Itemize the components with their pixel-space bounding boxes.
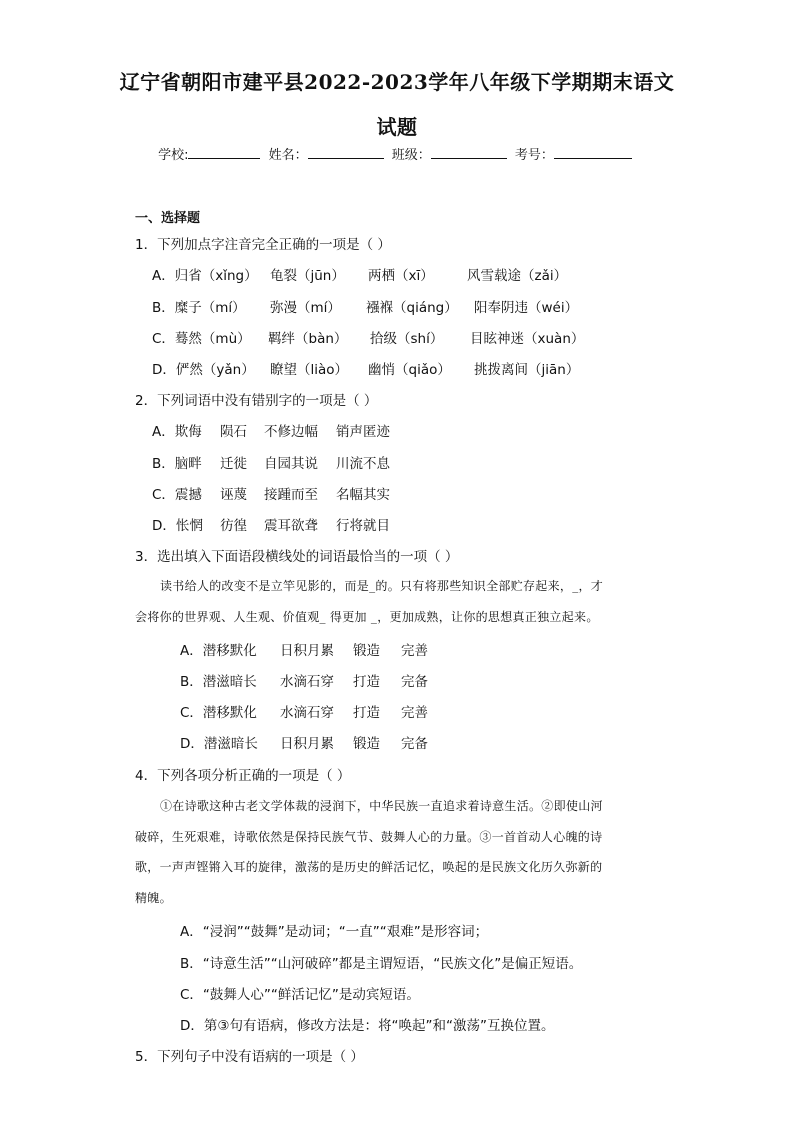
question-4-option-d[interactable]: D．第③句有语病，修改方法是：将“唤起”和“激荡”互换位置。 bbox=[180, 1018, 555, 1034]
option-item: 彷徨 bbox=[220, 518, 247, 534]
question-4-stem: 4．下列各项分析正确的一项是（ ） bbox=[135, 768, 351, 784]
option-item: A．欺侮 bbox=[152, 424, 202, 440]
option-item: 陨石 bbox=[220, 424, 247, 440]
question-4-passage-line: 歌，一声声铿锵入耳的旋律，激荡的是历史的鲜活记忆，唤起的是民族文化历久弥新的 bbox=[135, 860, 603, 874]
exam-number-blank[interactable] bbox=[554, 144, 632, 159]
question-3-option-a[interactable] bbox=[180, 639, 428, 659]
question-3-stem: 3．选出填入下面语段横线处的词语最恰当的一项（ ） bbox=[135, 549, 459, 565]
name-label: 姓名： bbox=[268, 148, 308, 163]
option-item: 弥漫（mí） bbox=[270, 300, 341, 316]
option-item: D．潜滋暗长 bbox=[180, 736, 258, 752]
question-1-option-a[interactable] bbox=[152, 264, 567, 284]
option-item: 拾级（shí） bbox=[370, 331, 444, 347]
option-item: D．怅惘 bbox=[152, 518, 203, 534]
option-item: B．脑畔 bbox=[152, 456, 202, 472]
option-item: 日积月累 bbox=[280, 736, 334, 752]
option-item: C．潜移默化 bbox=[180, 705, 257, 721]
option-item: 挑拨离间（jiān） bbox=[474, 362, 580, 378]
option-item: 打造 bbox=[353, 674, 380, 690]
option-item: 接踵而至 bbox=[264, 487, 318, 503]
class-blank[interactable] bbox=[431, 144, 507, 159]
option-item: 羁绊（bàn） bbox=[268, 331, 348, 347]
option-item: 瞭望（liào） bbox=[270, 362, 349, 378]
option-item: B．潜滋暗长 bbox=[180, 674, 257, 690]
option-item: 迁徙 bbox=[220, 456, 247, 472]
option-item: D．俨然（yǎn） bbox=[152, 362, 255, 378]
option-item: C．震撼 bbox=[152, 487, 202, 503]
question-4-option-b[interactable]: B．“诗意生活”“山河破碎”都是主谓短语，“民族文化”是偏正短语。 bbox=[180, 956, 583, 972]
option-item: 龟裂（jūn） bbox=[270, 268, 345, 284]
question-2-option-a[interactable] bbox=[152, 420, 390, 440]
option-item: 完备 bbox=[401, 674, 428, 690]
option-item: 锻造 bbox=[353, 643, 380, 659]
question-1-option-c[interactable] bbox=[152, 327, 584, 347]
class-label: 班级： bbox=[391, 148, 431, 163]
question-2-stem: 2．下列词语中没有错别字的一项是（ ） bbox=[135, 393, 378, 409]
option-item: 风雪载途（zǎi） bbox=[467, 268, 568, 284]
question-4-passage-line: 破碎，生死艰难，诗歌依然是保持民族气节、鼓舞人心的力量。③一首首动人心魄的诗 bbox=[135, 830, 603, 844]
question-3-option-c[interactable] bbox=[180, 701, 428, 721]
question-1-option-d[interactable] bbox=[152, 358, 579, 378]
question-3-option-b[interactable] bbox=[180, 670, 428, 690]
option-item: B．糜子（mí） bbox=[152, 300, 246, 316]
question-5-stem: 5．下列句子中没有语病的一项是（ ） bbox=[135, 1049, 364, 1065]
exam-title-line1: 辽宁省朝阳市建平县2022-2023学年八年级下学期期末语文 bbox=[119, 70, 675, 94]
question-4-passage-line: ①在诗歌这种古老文学体裁的浸润下，中华民族一直追求着诗意生活。②即使山河 bbox=[160, 799, 603, 813]
question-3-passage-line: 读书给人的改变不是立竿见影的，而是_的。只有将那些知识全部贮存起来，_，才 bbox=[160, 579, 604, 593]
question-4-option-a[interactable]: A．“浸润”“鼓舞”是动词；“一直”“艰难”是形容词； bbox=[180, 924, 489, 940]
option-item: 目眩神迷（xuàn） bbox=[470, 331, 585, 347]
student-info-row bbox=[0, 144, 794, 163]
option-item: 两栖（xī） bbox=[368, 268, 434, 284]
name-blank[interactable] bbox=[308, 144, 384, 159]
option-item: 完备 bbox=[401, 736, 428, 752]
question-2-option-c[interactable] bbox=[152, 483, 390, 503]
question-1-option-b[interactable] bbox=[152, 296, 578, 316]
option-item: 水滴石穿 bbox=[280, 674, 334, 690]
question-2-option-d[interactable] bbox=[152, 514, 390, 534]
exam-title-line2: 试题 bbox=[376, 115, 418, 139]
option-item: 日积月累 bbox=[280, 643, 334, 659]
option-item: A．潜移默化 bbox=[180, 643, 257, 659]
option-item: 不修边幅 bbox=[264, 424, 318, 440]
option-item: 幽悄（qiǎo） bbox=[368, 362, 451, 378]
question-4-passage-line: 精魄。 bbox=[135, 891, 172, 905]
option-item: A．归省（xǐng） bbox=[152, 268, 258, 284]
option-item: 诬蔑 bbox=[220, 487, 247, 503]
option-item: 襁褓（qiáng） bbox=[366, 300, 458, 316]
option-item: 川流不息 bbox=[336, 456, 390, 472]
section-heading: 一、选择题 bbox=[135, 211, 201, 226]
option-item: 完善 bbox=[401, 643, 428, 659]
option-item: 打造 bbox=[353, 705, 380, 721]
option-item: 销声匿迹 bbox=[336, 424, 390, 440]
school-blank[interactable] bbox=[188, 144, 260, 159]
option-item: 水滴石穿 bbox=[280, 705, 334, 721]
option-item: 锻造 bbox=[353, 736, 380, 752]
option-item: 自园其说 bbox=[264, 456, 318, 472]
option-item: 阳奉阴违（wéi） bbox=[474, 300, 579, 316]
option-item: C．蓦然（mù） bbox=[152, 331, 251, 347]
option-item: 完善 bbox=[401, 705, 428, 721]
option-item: 行将就目 bbox=[336, 518, 390, 534]
question-3-option-d[interactable] bbox=[180, 732, 428, 752]
question-1-stem: 1．下列加点字注音完全正确的一项是（ ） bbox=[135, 237, 391, 253]
question-3-passage-line: 会将你的世界观、人生观、价值观_ 得更加 _，更加成熟，让你的思想真正独立起来。 bbox=[135, 610, 599, 624]
question-4-option-c[interactable]: C．“鼓舞人心”“鲜活记忆”是动宾短语。 bbox=[180, 987, 420, 1003]
question-2-option-b[interactable] bbox=[152, 452, 390, 472]
option-item: 名幅其实 bbox=[336, 487, 390, 503]
option-item: 震耳欲聋 bbox=[264, 518, 318, 534]
school-label: 学校: bbox=[158, 148, 189, 163]
exam-number-label: 考号： bbox=[514, 148, 554, 163]
